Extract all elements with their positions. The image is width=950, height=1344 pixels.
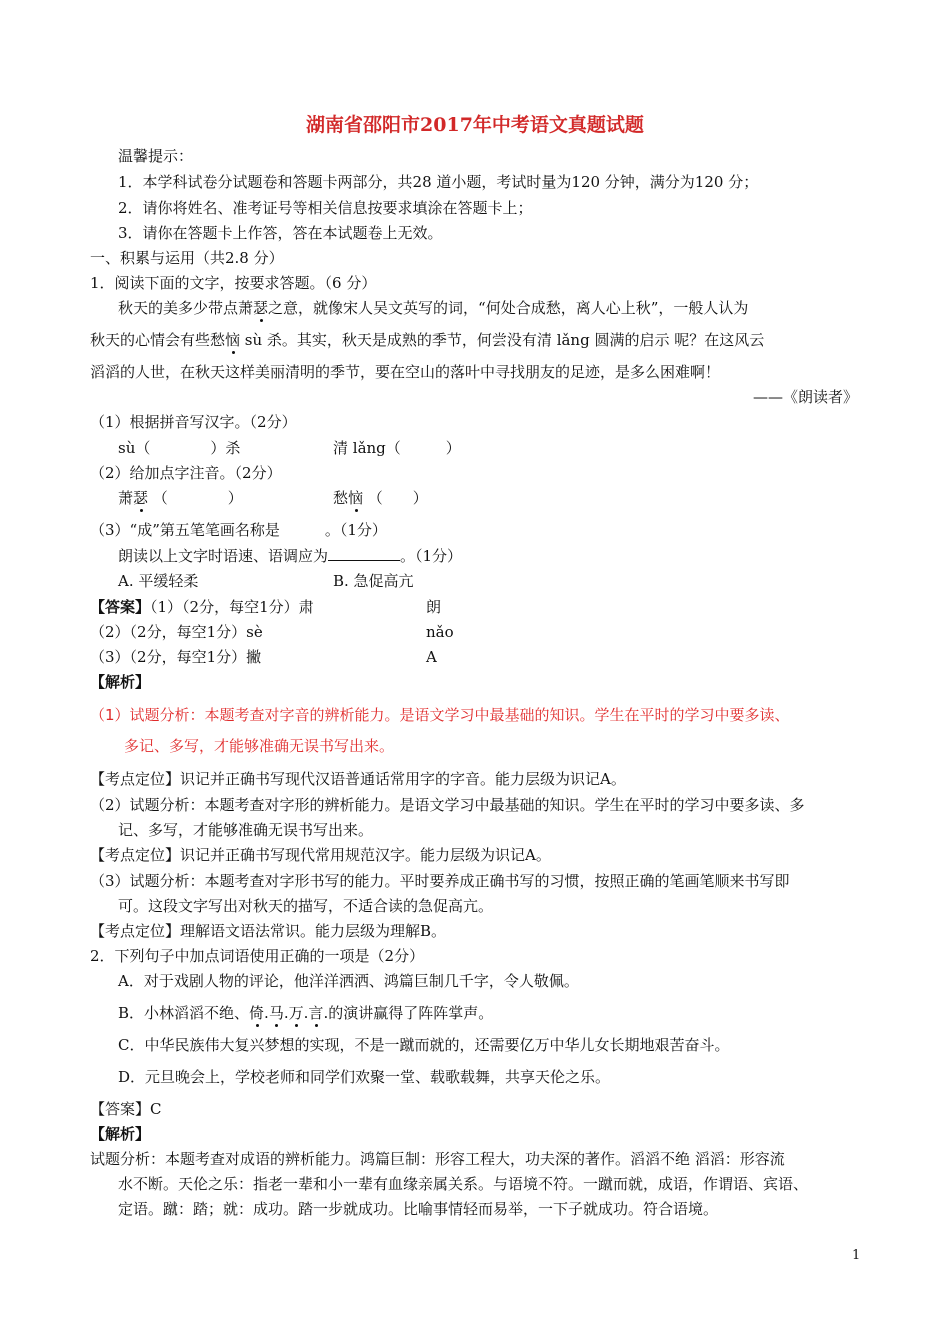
fill-text: 愁	[333, 489, 349, 507]
answer-text: nǎo	[426, 623, 454, 641]
analysis-text: （2）试题分析：本题考查对字形的辨析能力。是语文学习中最基础的知识。学生在平时的学习中要多读、多	[90, 796, 805, 814]
answer-text: （2）（2分，每空1分）sè	[90, 623, 263, 641]
passage-text: 之意，就像宋人吴文英写的词，“何处合成愁，离人心上秋”，一般人认为	[268, 299, 749, 317]
sub-question: （3）“成”第五笔笔画名称是 。（1分）	[90, 521, 387, 539]
analysis-label: 【解析】	[90, 673, 151, 691]
answer-text: （1）（2分，每空1分）肃	[150, 598, 314, 616]
analysis-text: 水不断。天伦之乐：指老一辈和小一辈有血缘亲属关系。与语境不符。一蹴而就，成语，作谓语、宾语、	[118, 1175, 809, 1193]
answer-label: 【答案】	[90, 598, 151, 616]
tips-item: 3．请你在答题卡上作答，答在本试题卷上无效。	[118, 224, 443, 242]
sub-question-text: 。（1分）	[400, 547, 463, 565]
sub-question	[118, 546, 462, 568]
passage-text: 秋天的美多少带点萧	[118, 299, 254, 317]
dotted-char: 恼	[225, 331, 241, 349]
dotted-char: 马	[268, 1004, 284, 1022]
passage-line	[90, 330, 764, 352]
option-text: B．小林滔滔不绝、	[118, 1004, 250, 1022]
option-d: D．元旦晚会上，学校老师和同学们欢聚一堂、载歌载舞，共享天伦之乐。	[118, 1068, 611, 1086]
dotted-char: 恼	[348, 489, 364, 507]
answer-line: 【答案】C	[90, 1100, 162, 1118]
analysis-highlight: 多记、多写，才能够准确无误书写出来。	[124, 737, 395, 755]
dotted-char: 言	[308, 1004, 324, 1022]
dotted-char: 万	[288, 1004, 304, 1022]
option-text: 的演讲赢得了阵阵掌声。	[328, 1004, 494, 1022]
answer-text: （3）（2分，每空1分）撇	[90, 648, 262, 666]
section-heading: 一、积累与运用（共2.8 分）	[90, 249, 284, 267]
fill-item: 清 lǎng（ ）	[333, 439, 461, 457]
knowledge-point: 【考点定位】识记并正确书写现代常用规范汉字。能力层级为识记A。	[90, 846, 551, 864]
analysis-text: 定语。蹴：踏；就：成功。踏一步就成功。比喻事情轻而易举，一下子就成功。符合语境。	[118, 1200, 719, 1218]
fill-text: （ ）	[148, 489, 243, 507]
question-stem: 1．阅读下面的文字，按要求答题。（6 分）	[90, 274, 377, 292]
option-b: B．小林滔滔不绝、倚.马.万.言.的演讲赢得了阵阵掌声。	[118, 1004, 494, 1022]
passage-line	[118, 298, 748, 320]
dotted-char: 瑟	[133, 489, 149, 507]
dotted-char: 倚	[249, 1004, 265, 1022]
fill-item: sù（ ）杀	[118, 439, 241, 457]
answer-text: A	[426, 648, 437, 666]
knowledge-point: 【考点定位】识记并正确书写现代汉语普通话常用字的字音。能力层级为识记A。	[90, 770, 626, 788]
passage-text: sù 杀。其实，秋天是成熟的季节，何尝没有清 lǎng 圆满的启示 呢？在这风云	[240, 331, 765, 349]
passage-source: ——《朗读者》	[752, 388, 858, 406]
question-stem: 2．下列句子中加点词语使用正确的一项是（2分）	[90, 947, 425, 965]
fill-item	[118, 488, 243, 510]
passage-line: 滔滔的人世，在秋天这样美丽清明的季节，要在空山的落叶中寻找朋友的足迹，是多么困难啊！	[90, 363, 721, 381]
analysis-text: 试题分析：本题考查对成语的辨析能力。鸿篇巨制：形容工程大，功夫深的著作。滔滔不绝 滔滔：形容流	[90, 1150, 785, 1168]
analysis-text: （3）试题分析：本题考查对字形书写的能力。平时要养成正确书写的习惯，按照正确的笔画笔顺来书写即	[90, 872, 790, 890]
page-title: 湖南省邵阳市2017年中考语文真题试题	[306, 114, 644, 136]
analysis-highlight: （1）试题分析：本题考查对字音的辨析能力。是语文学习中最基础的知识。学生在平时的学习中要多读、	[90, 706, 790, 724]
option-a: A．对于戏剧人物的评论，他洋洋洒洒、鸿篇巨制几千字，令人敬佩。	[118, 972, 579, 990]
analysis-label: 【解析】	[90, 1125, 151, 1143]
option-c: C．中华民族伟大复兴梦想的实现，不是一蹴而就的，还需要亿万中华儿女长期地艰苦奋斗。	[118, 1036, 730, 1054]
page-number: 1	[852, 1248, 861, 1263]
sub-question: （2）给加点字注音。（2分）	[90, 464, 282, 482]
tips-item: 2．请你将姓名、准考证号等相关信息按要求填涂在答题卡上；	[118, 199, 533, 217]
answer-line	[90, 597, 314, 619]
fill-item	[333, 488, 428, 510]
answer-text: 朗	[426, 598, 442, 616]
tips-heading: 温馨提示：	[118, 147, 194, 165]
dotted-char: 瑟	[253, 299, 269, 317]
fill-text: （ ）	[363, 489, 428, 507]
option-b: B. 急促高亢	[333, 572, 414, 590]
sub-question: （1）根据拼音写汉字。（2分）	[90, 413, 297, 431]
knowledge-point: 【考点定位】理解语文语法常识。能力层级为理解B。	[90, 922, 447, 940]
option-a: A. 平缓轻柔	[118, 572, 199, 590]
passage-text: 秋天的心情会有些愁	[90, 331, 226, 349]
answer-blank	[328, 546, 400, 561]
sub-question-text: 朗读以上文字时语速、语调应为	[118, 547, 329, 565]
analysis-text: 记、多写，才能够准确无误书写出来。	[118, 821, 374, 839]
analysis-text: 可。这段文字写出对秋天的描写，不适合读的急促高亢。	[118, 897, 494, 915]
tips-item: 1．本学科试卷分试题卷和答题卡两部分，共28 道小题，考试时量为120 分钟，满分为120 分；	[118, 173, 759, 191]
fill-text: 萧	[118, 489, 134, 507]
